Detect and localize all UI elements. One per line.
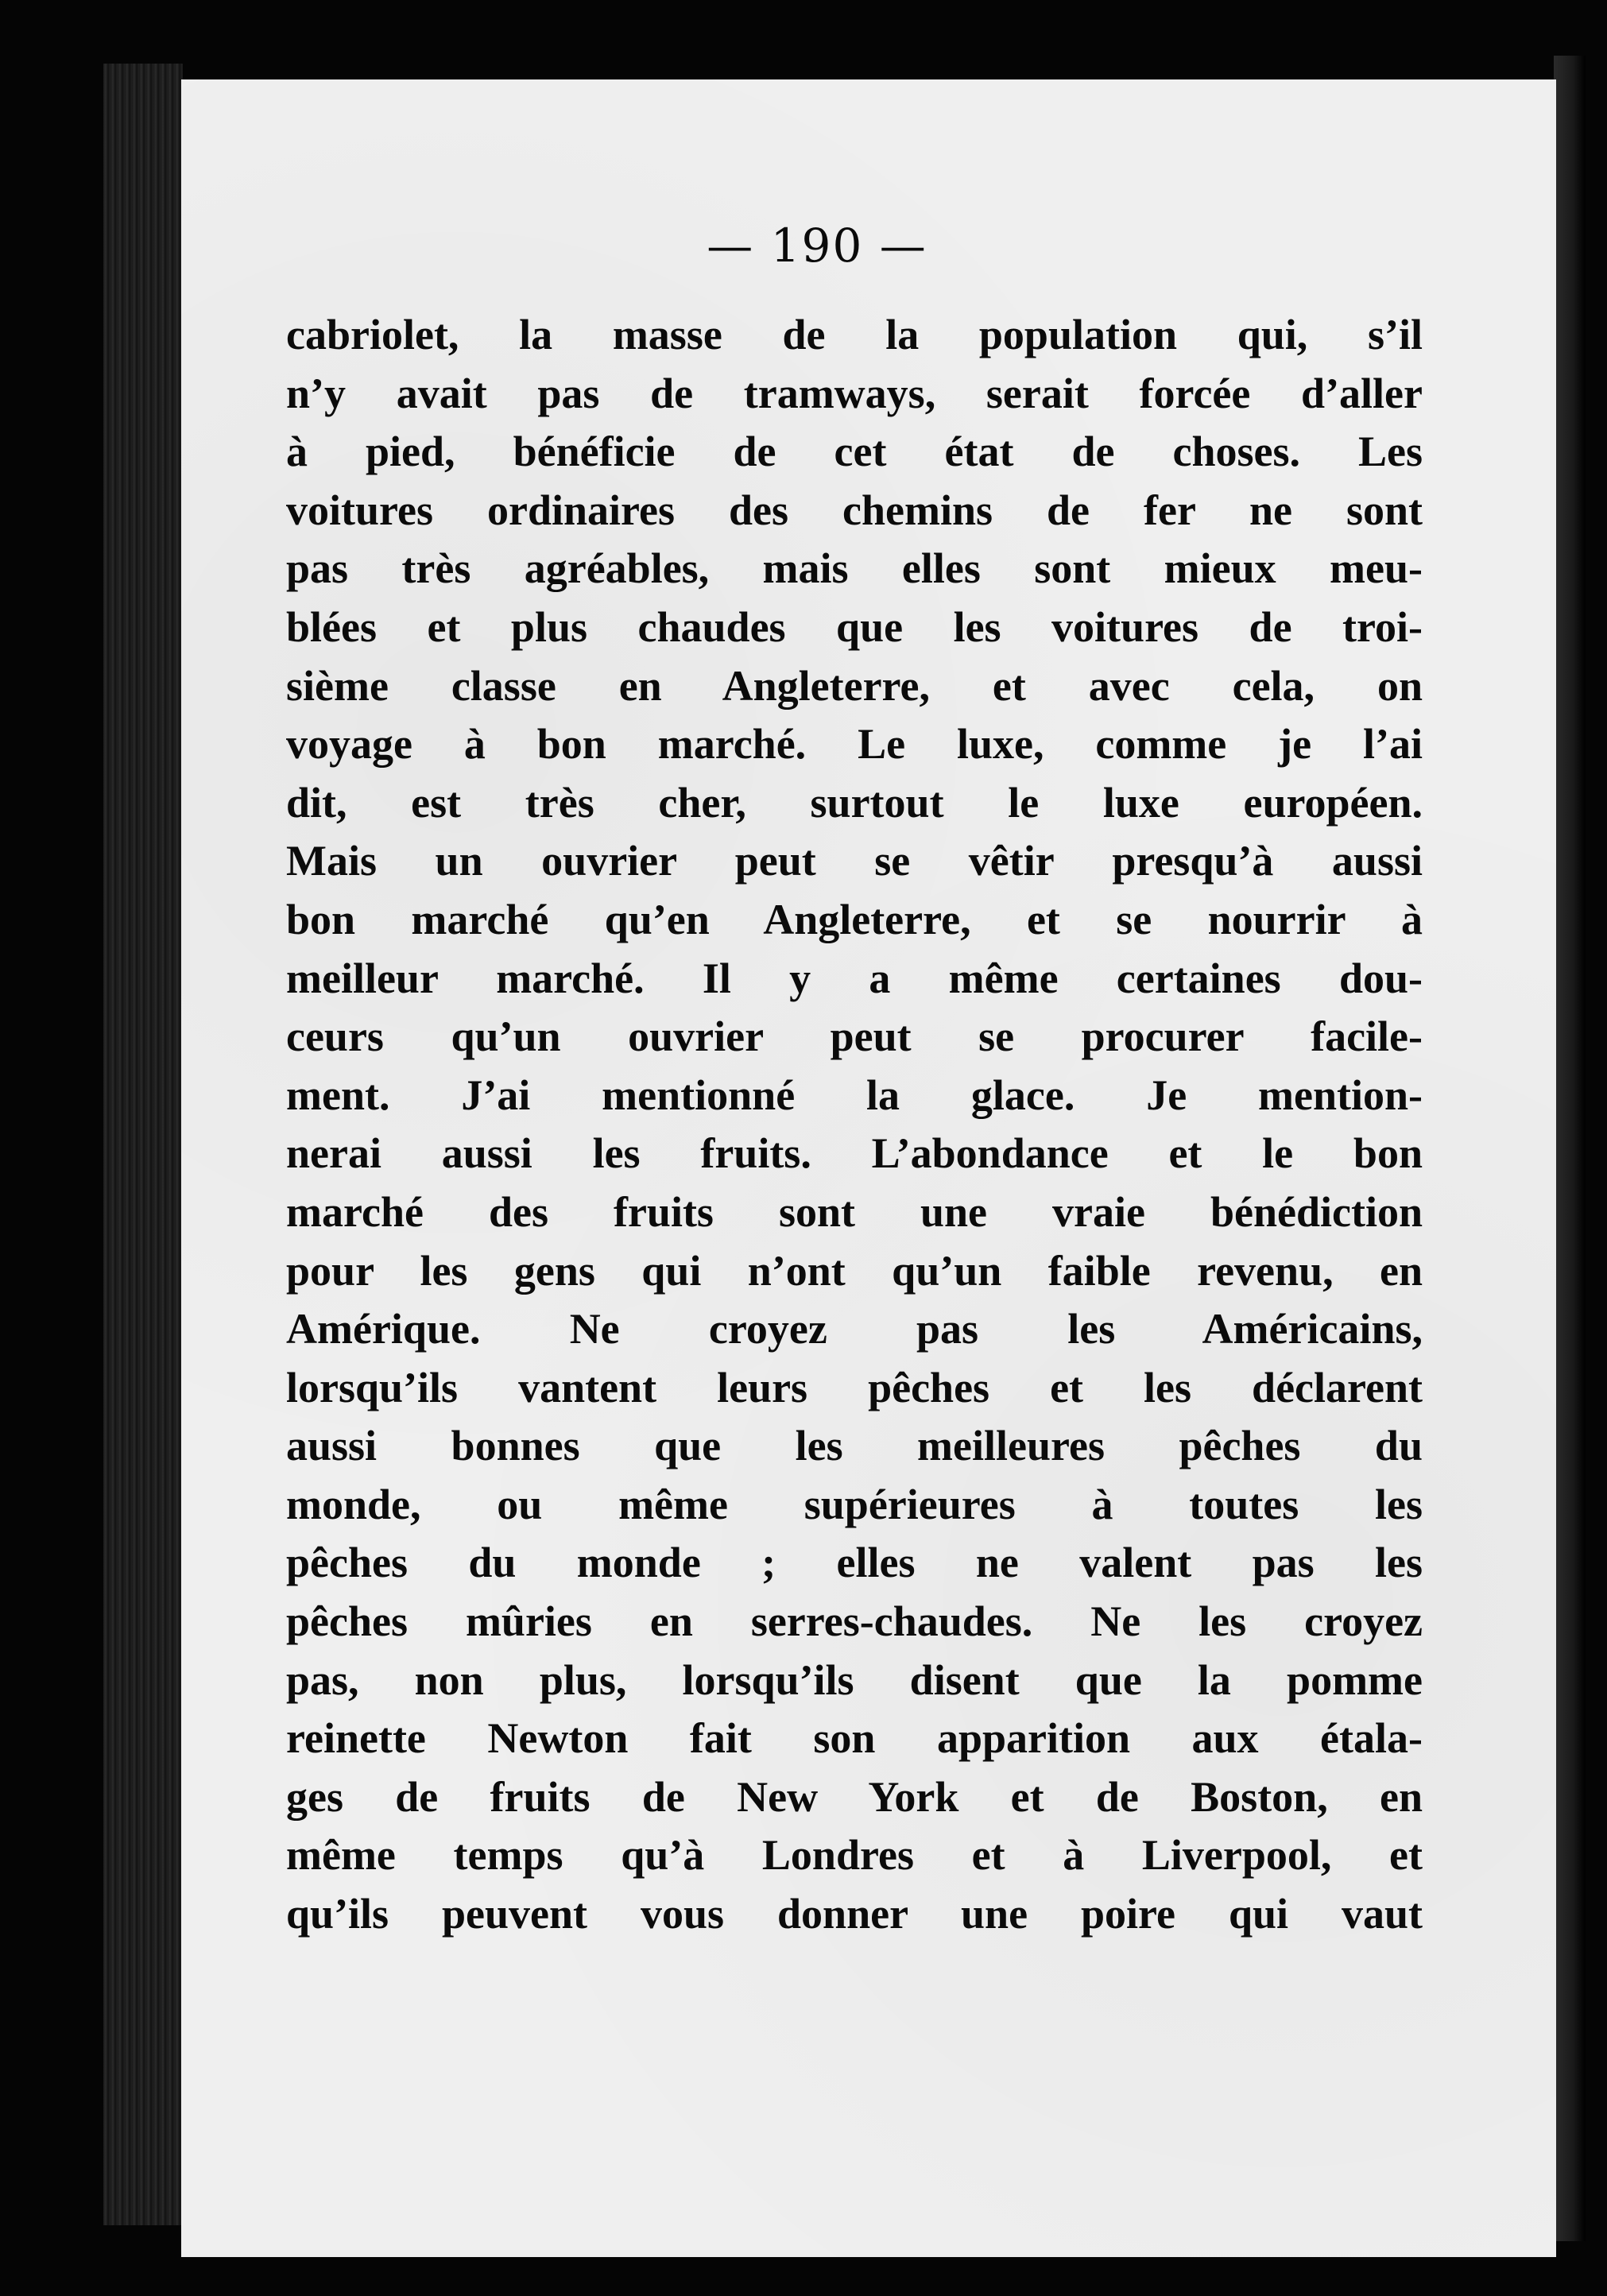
text-line: nerai aussi les fruits. L’abondance et le bon [286, 1129, 1423, 1178]
text-line: sième classe en Angleterre, et avec cela, on [286, 661, 1423, 710]
text-line: ges de fruits de New York et de Boston, en [286, 1772, 1423, 1821]
text-line: cabriolet, la masse de la population qui, s’il [286, 311, 1423, 358]
text-line: blées et plus chaudes que les voitures de troi- [286, 602, 1423, 651]
text-line: à pied, bénéficie de cet état de choses. Les [286, 428, 1423, 476]
text-line: dit, est très cher, surtout le luxe européen. [286, 778, 1423, 827]
text-line: meilleur marché. Il y a même certaines dou- [286, 954, 1423, 1002]
text-line: même temps qu’à Londres et à Liverpool, et [286, 1831, 1423, 1880]
text-line: n’y avait pas de tramways, serait forcée d’aller [286, 369, 1423, 417]
text-line: Mais un ouvrier peut se vêtir presqu’à aussi [286, 837, 1423, 885]
book-page-edges [103, 64, 183, 2225]
text-line: Amérique. Ne croyez pas les Américains, [286, 1305, 1423, 1353]
text-line: pêches mûries en serres-chaudes. Ne les croyez [286, 1597, 1423, 1646]
text-line: lorsqu’ils vantent leurs pêches et les déclarent [286, 1363, 1423, 1411]
page-number: — 190 — [707, 219, 927, 273]
text-line: aussi bonnes que les meilleures pêches du [286, 1422, 1423, 1470]
text-line: reinette Newton fait son apparition aux étala- [286, 1714, 1423, 1763]
text-line: monde, ou même supérieures à toutes les [286, 1480, 1423, 1528]
text-line: ceurs qu’un ouvrier peut se procurer facile- [286, 1012, 1423, 1061]
text-line: voitures ordinaires des chemins de fer ne sont [286, 486, 1423, 534]
text-line: ment. J’ai mentionné la glace. Je mention- [286, 1071, 1423, 1119]
text-line: voyage à bon marché. Le luxe, comme je l’ai [286, 720, 1423, 769]
text-line: pêches du monde ; elles ne valent pas les [286, 1539, 1423, 1587]
text-line: pour les gens qui n’ont qu’un faible revenu, en [286, 1246, 1423, 1295]
text-line: marché des fruits sont une vraie bénédiction [286, 1187, 1423, 1236]
book-right-edge [1554, 56, 1586, 2241]
text-line: pas, non plus, lorsqu’ils disent que la pomme [286, 1655, 1423, 1704]
text-line: bon marché qu’en Angleterre, et se nourrir à [286, 895, 1423, 943]
text-line: qu’ils peuvent vous donner une poire qui vaut [286, 1890, 1423, 1938]
text-line: pas très agréables, mais elles sont mieux meu- [286, 544, 1423, 593]
body-text [286, 306, 1423, 1944]
